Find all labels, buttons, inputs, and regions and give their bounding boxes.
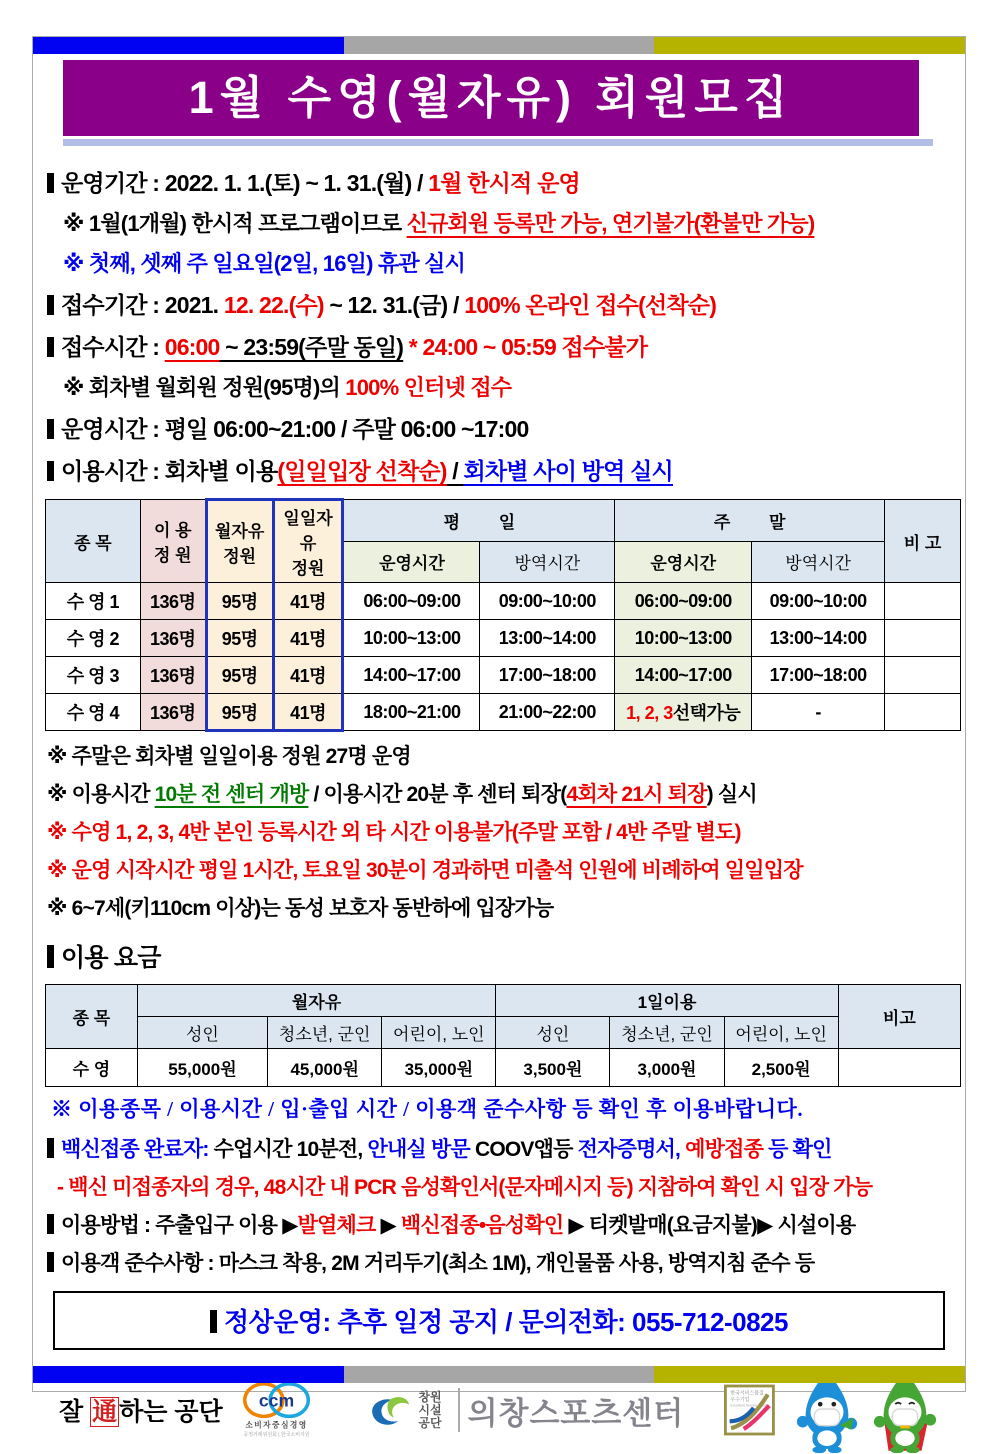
heading-bar-icon [47, 337, 54, 357]
reception-time-restriction: * 24:00 ~ 05:59 접수불가 [403, 334, 648, 360]
logo-divider [458, 1388, 459, 1432]
fees-sub-child: 어린이, 노인 [382, 1017, 496, 1049]
fees-sub-youth: 청소년, 군인 [610, 1017, 724, 1049]
sports-center-name: 의창스포츠센터 [467, 1395, 685, 1431]
banner-underline [63, 139, 933, 146]
cell-capacity: 136명 [140, 694, 206, 731]
cell-name: 수 영 2 [46, 620, 141, 657]
top-bar-gray-segment [344, 37, 655, 54]
cell-name: 수 영 4 [46, 694, 141, 731]
fees-cell-daily-youth: 3,000원 [610, 1049, 724, 1087]
subheader-weekday-disinfection: 방역시간 [480, 541, 615, 583]
operation-period-highlight: 1월 한시적 운영 [428, 170, 580, 196]
reception-period-text-2: ~ 12. 31.(금) / [323, 292, 465, 318]
fees-cell-daily-adult: 3,500원 [496, 1049, 610, 1087]
reception-time-line [47, 329, 951, 362]
heading-bar-icon [47, 1252, 54, 1272]
cell-daily: 41명 [273, 694, 343, 731]
tong-character: 通 [92, 1398, 118, 1426]
cell-daily: 41명 [273, 583, 343, 620]
cell-weekday-operation: 14:00~17:00 [343, 657, 480, 694]
heading-bar-icon [47, 1138, 54, 1158]
cert-text-1: 한국서비스품질 [730, 1391, 764, 1397]
cert-text-2: 우수기업 [730, 1397, 750, 1403]
period-note-2-text: ※ 첫째, 셋째 주 일요일(2일, 16일) 휴관 실시 [63, 251, 466, 276]
fees-cell-name: 수 영 [46, 1049, 138, 1087]
cell-name: 수 영 3 [46, 657, 141, 694]
ccm-subtitle: 소비자중심경영 [245, 1420, 308, 1430]
usage-hours-line [47, 453, 951, 486]
schedule-row-swim4 [46, 694, 961, 731]
cell-weekday-operation: 18:00~21:00 [343, 694, 480, 731]
changwon-logo-text: 창원 시설공단 [418, 1389, 442, 1430]
reception-period-line [47, 287, 951, 320]
schedule-note-3: ※ 수영 1, 2, 3, 4반 본인 등록시간 외 타 시간 이용불가(주말 포함 / 4반 주말 별도) [47, 821, 741, 844]
cell-capacity: 136명 [140, 583, 206, 620]
cell-weekend-operation: 06:00~09:00 [615, 583, 752, 620]
cell-weekday-disinfection: 13:00~14:00 [480, 620, 615, 657]
fees-cell-daily-child: 2,500원 [724, 1049, 838, 1087]
cell-note [885, 583, 961, 620]
col-header-weekday: 평 일 [343, 500, 615, 542]
heading-bar-icon [47, 461, 54, 481]
schedule-header-row-1 [46, 500, 961, 542]
ccm-agencies: 공정거래위원회 | 한국소비자원 [243, 1433, 310, 1439]
fees-header-row-1 [46, 985, 961, 1017]
col-header-daily: 일일자유 정원 [273, 500, 343, 583]
cell-note [885, 657, 961, 694]
cell-weekday-disinfection: 21:00~22:00 [480, 694, 615, 731]
heading-bar-icon [210, 1310, 217, 1333]
visitor-rules-line: 이용객 준수사항 : 마스크 착용, 2M 거리두기(최소 1M), 개인물품 사용, 방역지침 준수 등 [47, 1247, 951, 1277]
poster-page [32, 36, 966, 1439]
title-banner [63, 60, 919, 136]
usage-hours-red-underline: (일일입장 선착순) [277, 458, 447, 484]
period-note-2 [47, 247, 951, 278]
cell-note [885, 694, 961, 731]
bottom-bar-gray-segment [344, 1366, 655, 1383]
cell-monthly: 95명 [206, 657, 273, 694]
operation-hours-line [47, 411, 951, 444]
top-color-bar [33, 37, 965, 54]
top-bar-blue-segment [33, 37, 344, 54]
usage-hours-separator: / [446, 458, 464, 484]
cell-daily: 41명 [273, 620, 343, 657]
contact-text: 정상운영: 추후 일정 공지 / 문의전화: 055-712-0825 [224, 1307, 788, 1337]
cell-note [885, 620, 961, 657]
kosaf-logo: 잘 通하는 공단 [59, 1398, 223, 1426]
fees-group-monthly: 월자유 [137, 985, 496, 1017]
bottom-bar-olive-segment [654, 1366, 965, 1383]
col-header-weekend: 주 말 [615, 500, 885, 542]
cell-daily: 41명 [273, 657, 343, 694]
fees-cell-monthly-youth: 45,000원 [268, 1049, 382, 1087]
cell-capacity: 136명 [140, 657, 206, 694]
col-header-note: 비 고 [885, 500, 961, 583]
subheader-weekday-operation: 운영시간 [343, 541, 480, 583]
fees-group-daily: 1일이용 [496, 985, 838, 1017]
fees-cell-monthly-adult: 55,000원 [137, 1049, 267, 1087]
reception-note [47, 371, 951, 402]
fees-row-swim [46, 1049, 961, 1087]
vaccine-line-1: 백신접종 완료자: 수업시간 10분전, 안내실 방문 COOV앱등 전자증명서, 예방접종 등 확인 [47, 1133, 951, 1163]
col-header-capacity: 이 용 정 원 [140, 500, 206, 583]
schedule-note-5: ※ 6~7세(키110cm 이상)는 동성 보호자 동반하에 입장가능 [47, 897, 554, 920]
cell-weekend-operation: 14:00~17:00 [615, 657, 752, 694]
fees-heading: 이용 요금 [47, 938, 951, 974]
reception-time-black-underline: ~ 23:59(주말 동일) [219, 334, 404, 360]
cell-weekend-disinfection: 09:00~10:00 [752, 583, 885, 620]
usage-method-line: 이용방법 : 주출입구 이용 ▶발열체크 ▶ 백신접종•음성확인 ▶ 티켓발매(요금지불)▶ 시설이용 [47, 1209, 951, 1239]
subheader-weekend-operation: 운영시간 [615, 541, 752, 583]
reception-period-text-1: 접수기간 : 2021. [61, 292, 224, 318]
col-header-item: 종 목 [46, 500, 141, 583]
ccm-label: ccm [258, 1390, 294, 1411]
fees-notice: ※ 이용종목 / 이용시간 / 입·출입 시간 / 이용객 준수사항 등 확인 후 이용바랍니다. [51, 1097, 804, 1121]
schedule-table [45, 498, 961, 732]
cell-name: 수 영 1 [46, 583, 141, 620]
cell-capacity: 136명 [140, 620, 206, 657]
fees-cell-note [838, 1049, 960, 1087]
poster-content [33, 146, 965, 1454]
page-title: 1월 수영(월자유) 회원모집 [188, 72, 794, 123]
reception-note-text: ※ 회차별 월회원 정원(95명)의 [63, 375, 346, 400]
fees-col-note: 비고 [838, 985, 960, 1049]
usage-hours-text: 이용시간 : 회차별 이용 [61, 458, 278, 484]
cell-monthly: 95명 [206, 620, 273, 657]
heading-bar-icon [47, 295, 54, 315]
heading-bar-icon [47, 945, 54, 968]
operation-period-line [47, 165, 951, 198]
heading-bar-icon [47, 419, 54, 439]
fees-sub-adult: 성인 [137, 1017, 267, 1049]
top-bar-olive-segment [654, 37, 965, 54]
operation-period-text: 운영기간 : 2022. 1. 1.(토) ~ 1. 31.(월) / [61, 170, 429, 196]
fees-section [45, 938, 953, 1123]
fees-col-item: 종 목 [46, 985, 138, 1049]
cell-weekday-disinfection: 09:00~10:00 [480, 583, 615, 620]
cert-text-3: Excellent Service Quality [730, 1403, 770, 1408]
usage-hours-blue-underline: 회차별 사이 방역 실시 [463, 458, 673, 484]
subheader-weekend-disinfection: 방역시간 [752, 541, 885, 583]
cell-monthly: 95명 [206, 583, 273, 620]
operation-hours-text: 운영시간 : 평일 06:00~21:00 / 주말 06:00 ~17:00 [61, 416, 529, 442]
schedule-note-2: ※ 이용시간 10분 전 센터 개방 / 이용시간 20분 후 센터 퇴장(4회차 21시 퇴장) 실시 [47, 783, 757, 806]
fees-cell-monthly-child: 35,000원 [382, 1049, 496, 1087]
schedule-note-2-red: 4회차 21시 퇴장 [566, 783, 707, 806]
period-note-1-highlight: 신규회원 등록만 가능, 연기불가(환불만 가능) [406, 211, 815, 236]
schedule-row-swim3 [46, 657, 961, 694]
cell-weekday-disinfection: 17:00~18:00 [480, 657, 615, 694]
heading-bar-icon [47, 173, 54, 193]
cell-monthly: 95명 [206, 694, 273, 731]
cell-weekend-disinfection: 17:00~18:00 [752, 657, 885, 694]
schedule-row-swim1 [46, 583, 961, 620]
cell-weekend-disinfection: 13:00~14:00 [752, 620, 885, 657]
col-header-monthly: 월자유 정원 [206, 500, 273, 583]
fees-sub-youth: 청소년, 군인 [268, 1017, 382, 1049]
reception-period-red-1: 12. 22.(수) [223, 292, 324, 318]
schedule-note-2-green: 10분 전 센터 개방 [154, 783, 309, 806]
cell-weekend-operation: 10:00~13:00 [615, 620, 752, 657]
bottom-color-bar [33, 1366, 965, 1383]
period-note-1-text: ※ 1월(1개월) 한시적 프로그램이므로 [63, 211, 407, 236]
reception-time-label: 접수시간 : [61, 334, 165, 360]
contact-box [53, 1291, 945, 1350]
fees-header-row-2 [46, 1017, 961, 1049]
period-note-1 [47, 207, 951, 238]
changwon-swoosh-icon [368, 1386, 410, 1434]
changwon-facilities-logo [368, 1386, 684, 1434]
cell-weekday-operation: 06:00~09:00 [343, 583, 480, 620]
fees-sub-adult: 성인 [496, 1017, 610, 1049]
cell-weekday-operation: 10:00~13:00 [343, 620, 480, 657]
schedule-note-4: ※ 운영 시작시간 평일 1시간, 토요일 30분이 경과하면 미출석 인원에 비례하여 일일입장 [47, 859, 803, 882]
schedule-row-swim2 [46, 620, 961, 657]
reception-note-highlight: 100% 인터넷 접수 [345, 375, 512, 400]
fees-sub-child: 어린이, 노인 [724, 1017, 838, 1049]
service-quality-cert-icon [724, 1374, 775, 1446]
bottom-bar-blue-segment [33, 1366, 344, 1383]
reception-time-red-underline: 06:00 [164, 334, 220, 360]
fees-table [45, 984, 961, 1087]
cell-weekend-disinfection: - [752, 694, 885, 731]
heading-bar-icon [47, 1214, 54, 1234]
schedule-note-1: ※ 주말은 회차별 일일이용 정원 27명 운영 [47, 745, 411, 768]
cell-weekend-operation-choice: 1, 2, 3선택가능 [615, 694, 752, 731]
reception-period-red-2: 100% 온라인 접수(선착순) [464, 292, 717, 318]
vaccine-line-2: - 백신 미접종자의 경우, 48시간 내 PCR 음성확인서(문자메시지 등) 지참하여 확인 시 입장 가능 [57, 1176, 873, 1199]
